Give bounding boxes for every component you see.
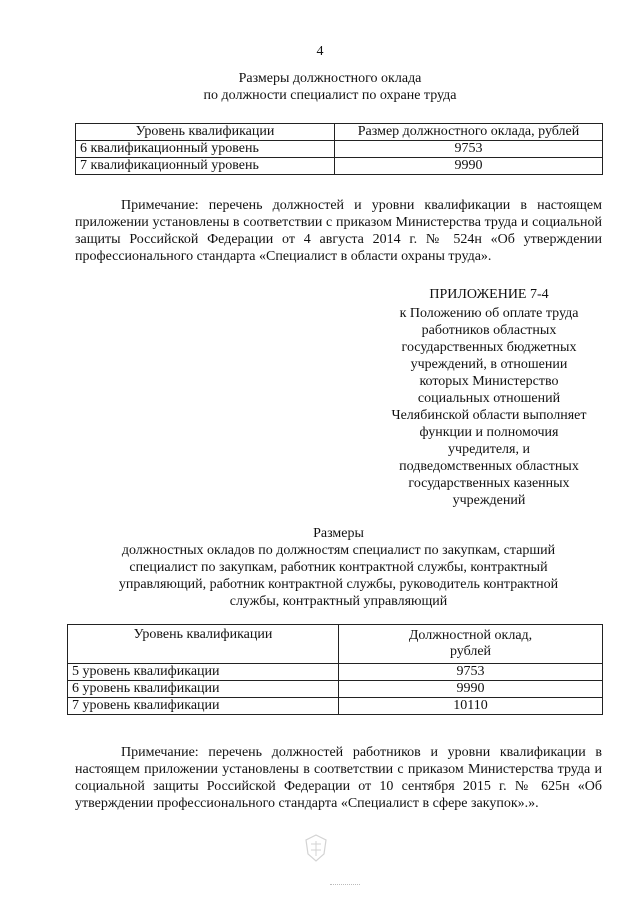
section2-title-line: Размеры (313, 526, 364, 541)
appendix-line: учреждений (452, 493, 526, 508)
section2-title (75, 525, 602, 610)
coat-of-arms-stamp-icon (300, 832, 332, 864)
table-cell: 6 квалификационный уровень (76, 141, 335, 158)
section2-note (75, 744, 602, 812)
page-number: 4 (316, 44, 324, 59)
note-paragraph: Примечание: перечень должностей и уровни квалификации в настоящем приложении установлены в соответствии с приказом Министерства труда и социальной защиты Российской Федерации от 4 августа 2014 г. № 524н «Об утверждении профессионального стандарта «Специалист в области охраны труда». (75, 198, 602, 264)
note-paragraph: Примечание: перечень должностей работников и уровни квалификации в настоящем приложении установлены в соответствии с приказом Министерства труда и социальной защиты Российской Федерации от 10 сентября 2015 г. № 625н «Об утверждении профессионального стандарта «Специалист в сфере закупок».». (75, 745, 602, 811)
table-row (76, 158, 603, 175)
table-header-cell (339, 625, 603, 664)
appendix-block (380, 286, 598, 509)
appendix-line: учредителя, и (448, 442, 530, 457)
table-cell: 9990 (339, 681, 603, 698)
table-cell: 6 уровень квалификации (68, 681, 339, 698)
table-cell: 5 уровень квалификации (68, 664, 339, 681)
appendix-line: Челябинской области выполняет (391, 408, 587, 423)
appendix-line: работников областных (421, 323, 557, 338)
appendix-line: которых Министерство (419, 374, 559, 389)
appendix-line: социальных отношений (417, 391, 561, 406)
appendix-heading: ПРИЛОЖЕНИЕ 7-4 (429, 287, 549, 302)
divider (330, 884, 360, 886)
table-header-cell: Уровень квалификации (68, 625, 339, 664)
table-header-cell: Размер должностного оклада, рублей (335, 124, 603, 141)
header-line: рублей (449, 644, 492, 659)
table-row (68, 664, 603, 681)
table-cell: 10110 (339, 698, 603, 715)
appendix-line: подведомственных областных (399, 459, 579, 474)
header-line: Должностной оклад, (408, 628, 533, 643)
appendix-line: учреждений, в отношении (410, 357, 568, 372)
section2-title-line: службы, контрактный управляющий (229, 594, 448, 609)
appendix-line: функции и полномочия (419, 425, 559, 440)
appendix-line: государственных казенных (408, 476, 570, 491)
salary-table-procurement (67, 624, 603, 715)
table-cell: 7 уровень квалификации (68, 698, 339, 715)
table-cell: 9753 (335, 141, 603, 158)
table-cell: 9753 (339, 664, 603, 681)
appendix-line: государственных бюджетных (401, 340, 577, 355)
table-row (76, 141, 603, 158)
table-header-row (76, 124, 603, 141)
section1-title (60, 70, 600, 104)
section1-title-line2: по должности специалист по охране труда (203, 88, 457, 103)
section2-title-line: должностных окладов по должностям специалист по закупкам, старший (121, 543, 556, 558)
table-row (68, 698, 603, 715)
section1-note (75, 197, 602, 265)
table-header-row (68, 625, 603, 664)
section2-title-line: специалист по закупкам, работник контрактной службы, контрактный (129, 560, 548, 575)
table-cell: 7 квалификационный уровень (76, 158, 335, 175)
salary-table-labor-safety (75, 123, 603, 175)
table-row (68, 681, 603, 698)
appendix-line: к Положению об оплате труда (399, 306, 579, 321)
section2-title-line: управляющий, работник контрактной службы, руководитель контрактной (118, 577, 559, 592)
table-header-cell: Уровень квалификации (76, 124, 335, 141)
section1-title-line1: Размеры должностного оклада (238, 71, 422, 86)
table-cell: 9990 (335, 158, 603, 175)
